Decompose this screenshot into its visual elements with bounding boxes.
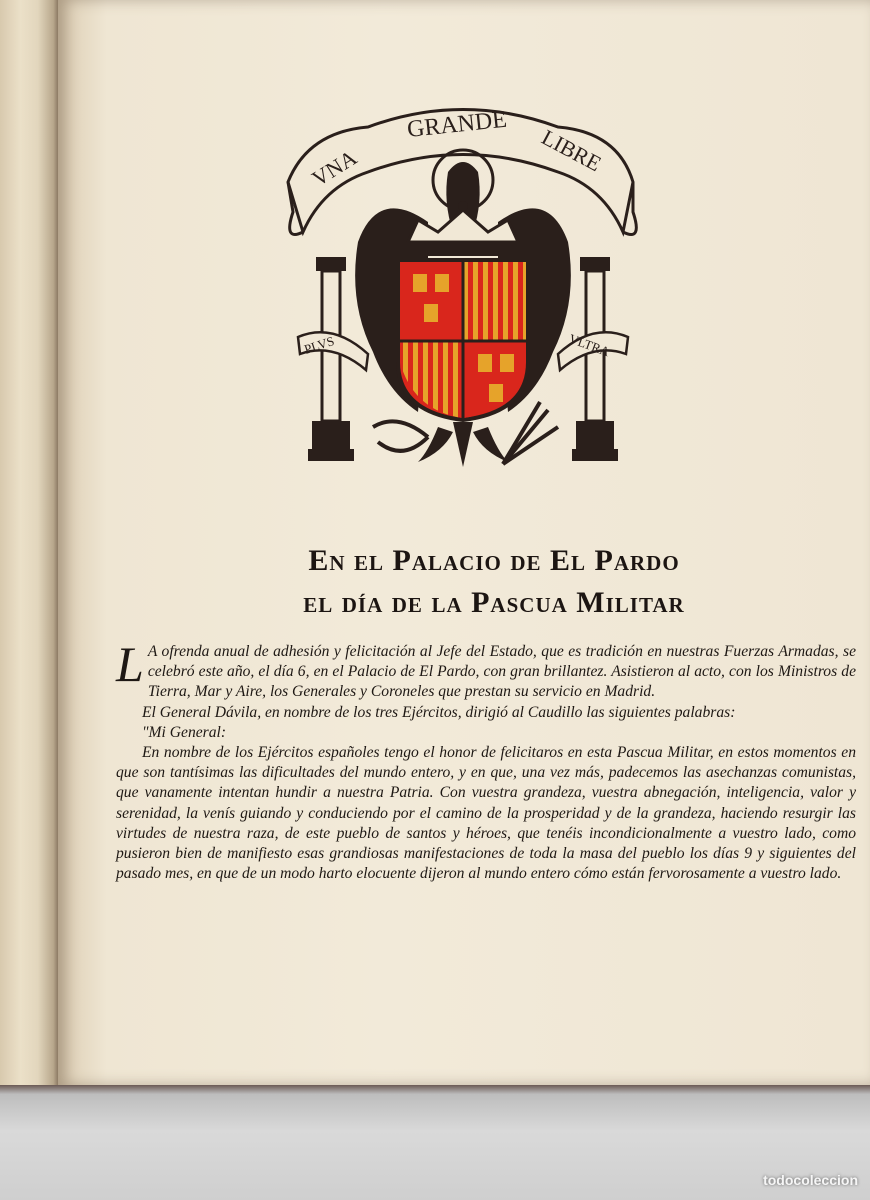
article-body xyxy=(116,636,856,884)
article-title-line2: el día de la Pascua Militar xyxy=(303,586,685,619)
book-page xyxy=(58,0,870,1085)
motto-vna: VNA xyxy=(307,144,362,192)
yoke-icon xyxy=(373,421,428,451)
paragraph-speech: En nombre de los Ejércitos españoles tengo el honor de felicitaros en esta Pascua Militar, en estos momentos en que son tantísimas las dificultades del mundo entero, y en que, una vez más, padecemos las asechanzas comunistas, que vanamente intentan hundir a nuestra Patria. Con vuestra grandeza, vuestra abnegación, inteligencia, valor y serenidad, la venís guiando y conduciendo por el camino de la prosperidad y de la grandeza, haciendo resurgir las virtudes de nuestra raza, de este pueblo de santos y héroes, que tenéis incondicionalmente a vuestro lado, como pusieron bien de manifiesto esas grandiosas manifestaciones de toda la masa del pueblo los días 9 y siguientes del pasado mes, en que de un modo harto elocuente dijeron al mundo entero cómo están fervorosamente a vuestro lado. xyxy=(116,744,856,883)
arrows-icon xyxy=(503,402,558,464)
motto-grande: GRANDE xyxy=(405,106,509,143)
motto-plvs: PLVS xyxy=(302,333,337,357)
drop-cap: L xyxy=(116,636,144,692)
motto-libre: LIBRE xyxy=(537,124,606,177)
pillar-left-icon xyxy=(308,257,354,461)
paragraph-salutation: "Mi General: xyxy=(142,723,227,741)
paragraph-davila: El General Dávila, en nombre de los tres Ejércitos, dirigió al Caudillo las siguientes palabras: xyxy=(142,703,736,721)
article-title-line1: En el Palacio de El Pardo xyxy=(308,544,680,577)
motto-vltra: VLTRA xyxy=(566,330,612,360)
pillar-right-icon xyxy=(572,257,618,461)
book-spine-edge xyxy=(0,0,58,1085)
coat-of-arms-illustration xyxy=(278,92,648,487)
crown-icon xyxy=(406,201,520,256)
watermark-logo xyxy=(763,1172,858,1188)
table-background xyxy=(0,1085,870,1200)
shield-icon xyxy=(398,260,528,420)
paragraph-intro-text: A ofrenda anual de adhesión y felicitación al Jefe del Estado, que es tradición en nuestras Fuerzas Armadas, se celebró este año, el día 6, en el Palacio de El Pardo, con gran brillantez. Asistieron al acto, con los Ministros de Tierra, Mar y Aire, los Generales y Coroneles que prestan su servicio en Madrid. xyxy=(147,643,856,701)
watermark-text: todocoleccion xyxy=(763,1172,858,1188)
paragraph-intro xyxy=(116,636,856,703)
